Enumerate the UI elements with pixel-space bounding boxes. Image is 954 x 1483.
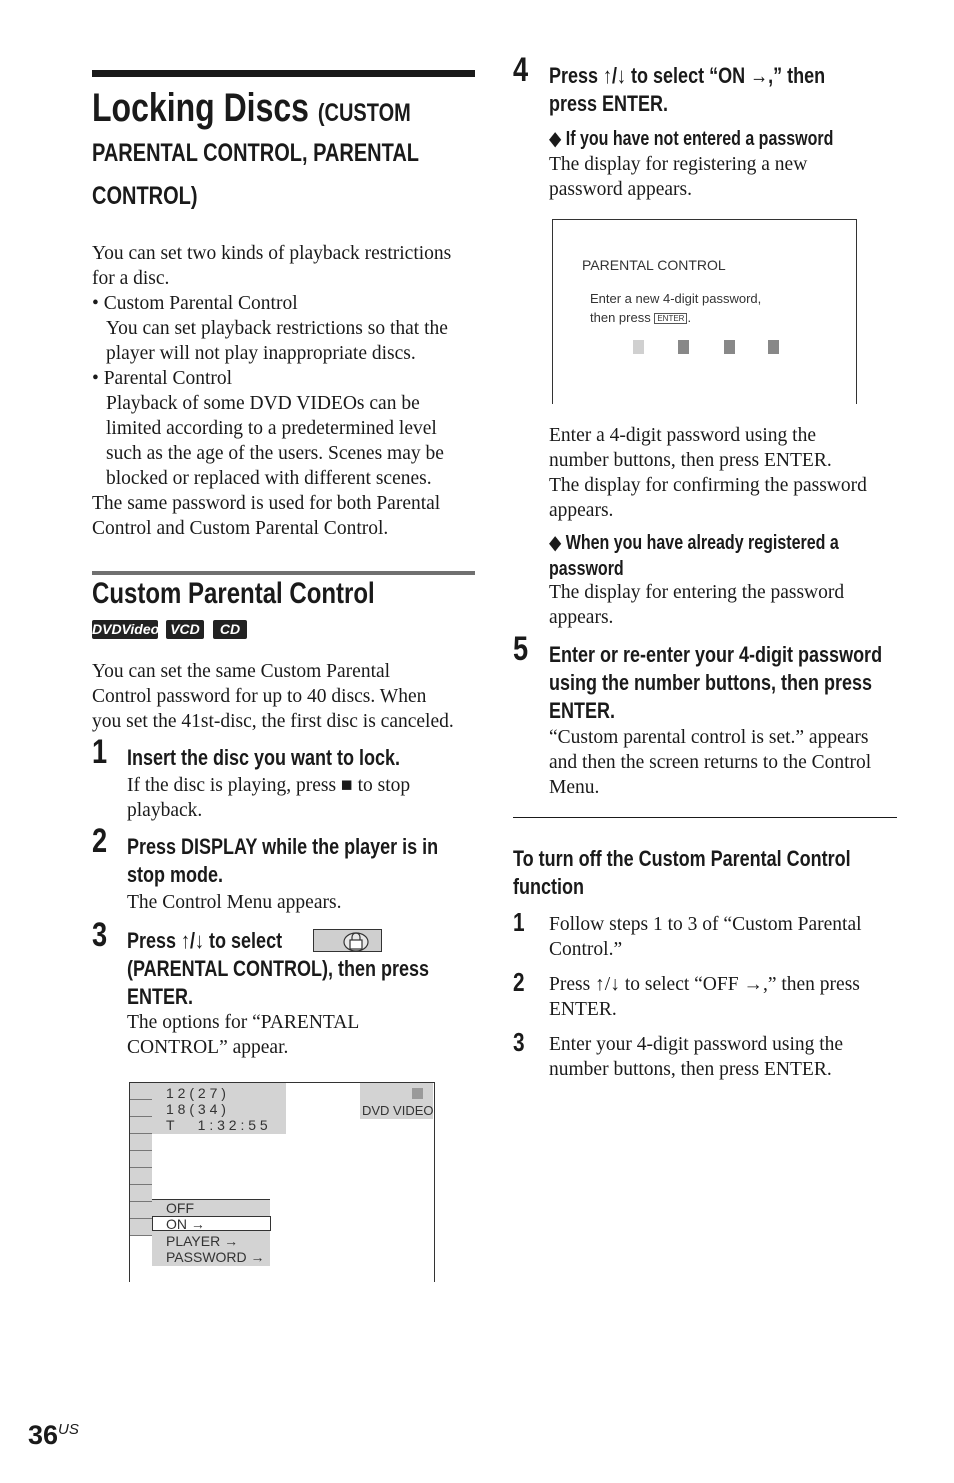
dvd-video-logo: DVDVideo bbox=[92, 621, 160, 637]
password-prompt-line1: Enter a new 4-digit password, bbox=[590, 291, 762, 306]
step-4-subheading-new: ◆ If you have not entered a password bbox=[549, 128, 834, 150]
step-3-heading-rest: (PARENTAL CONTROL), then press ENTER. bbox=[127, 956, 430, 1009]
step-4-subheading-registered: ◆ When you have already registered a password bbox=[549, 532, 839, 580]
step-5-body: “Custom parental control is set.” appears and then the screen returns to the Control Menu. bbox=[549, 727, 872, 798]
menu-chapter-line: 1 8 ( 3 4 ) bbox=[166, 1101, 226, 1117]
page-title-sub: (CUSTOM bbox=[317, 99, 411, 127]
page-number: $36^{US}$ bbox=[28, 1420, 79, 1450]
parental-control-icon bbox=[313, 929, 382, 952]
step-4-heading: Press ↑/↓ to select “ON →,” then press ENTER. bbox=[549, 63, 826, 116]
turn-off-rule bbox=[513, 817, 897, 818]
option-player[interactable]: PLAYER → bbox=[166, 1233, 239, 1249]
password-screen bbox=[552, 219, 857, 404]
cd-logo: CD bbox=[213, 620, 247, 639]
turn-off-step-1-number: 1 bbox=[513, 907, 525, 937]
enter-key-icon: ENTER bbox=[654, 313, 687, 324]
step-4-sub1-body: The display for registering a new password appears. bbox=[549, 154, 808, 200]
turn-off-step-2-number: 2 bbox=[513, 967, 525, 997]
page-title bbox=[92, 84, 411, 137]
menu-icon-column bbox=[130, 1083, 152, 1233]
menu-time-line: T 1 : 3 2 : 5 5 bbox=[166, 1117, 268, 1133]
title-rule bbox=[92, 70, 475, 77]
page-number-suffix: US bbox=[58, 1421, 79, 1438]
vcd-logo: VCD bbox=[166, 620, 204, 639]
section-rule bbox=[92, 571, 475, 575]
password-digit-4 bbox=[768, 340, 779, 354]
turn-off-step-3: Enter your 4-digit password using the number buttons, then press ENTER. bbox=[549, 1034, 844, 1080]
option-off[interactable]: OFF bbox=[166, 1200, 194, 1216]
step-1-body: If the disc is playing, press ■ to stop playback. bbox=[127, 775, 411, 821]
option-on[interactable]: ON → bbox=[166, 1216, 205, 1232]
stop-indicator bbox=[412, 1088, 423, 1099]
password-digit-2 bbox=[678, 340, 689, 354]
password-screen-title: PARENTAL CONTROL bbox=[582, 257, 726, 273]
password-digit-3 bbox=[724, 340, 735, 354]
step-1-number: 1 bbox=[92, 733, 108, 771]
step-2-number: 2 bbox=[92, 822, 108, 860]
section-title: Custom Parental Control bbox=[92, 577, 375, 610]
turn-off-step-3-number: 3 bbox=[513, 1027, 525, 1057]
option-password[interactable]: PASSWORD → bbox=[166, 1249, 265, 1265]
intro-text: You can set two kinds of playback restrictions for a disc. • Custom Parental Control You can set playback restrictions so that the player will not play inappropriate discs. • Parental Control Playback of some DVD VIDEOs can be limited according to a predetermined level such as the age of the users. Scenes may be blocked or replaced with different scenes. The same password is used for both Parental Control and Custom Parental Control. bbox=[92, 243, 452, 539]
page-title-sub-line2: PARENTAL CONTROL, PARENTAL bbox=[92, 139, 420, 167]
step-4-sub2-body: The display for entering the password appears. bbox=[549, 582, 845, 628]
page-title-sub-line3: CONTROL) bbox=[92, 182, 198, 210]
section-desc: You can set the same Custom Parental Control password for up to 40 discs. When you set the 41st-disc, the first disc is canceled. bbox=[92, 661, 454, 732]
password-prompt-line2: then press ENTER . bbox=[590, 310, 692, 325]
control-menu-screen bbox=[129, 1082, 435, 1282]
step-3-heading-line1: Press ↑/↓ to select bbox=[127, 928, 283, 953]
disc-type-label: DVD VIDEO bbox=[362, 1103, 434, 1118]
turn-off-title: To turn off the Custom Parental Control function bbox=[513, 846, 851, 899]
step-5-number: 5 bbox=[513, 630, 529, 668]
menu-title-line: 1 2 ( 2 7 ) bbox=[166, 1085, 226, 1101]
step-4-number: 4 bbox=[513, 51, 529, 89]
step-1-heading: Insert the disc you want to lock. bbox=[127, 745, 401, 770]
step-3-body: The options for “PARENTAL CONTROL” appear. bbox=[127, 1012, 360, 1058]
page-title-main: Locking Discs bbox=[92, 86, 309, 130]
step-2-heading: Press DISPLAY while the player is in stop mode. bbox=[127, 834, 439, 887]
step-5-heading: Enter or re-enter your 4-digit password using the number buttons, then press ENTER. bbox=[549, 642, 883, 723]
password-digit-1 bbox=[633, 340, 644, 354]
turn-off-step-2: Press ↑/↓ to select “OFF →,” then press ENTER. bbox=[549, 974, 860, 1020]
turn-off-step-1: Follow steps 1 to 3 of “Custom Parental Control.” bbox=[549, 914, 862, 960]
step-2-body: The Control Menu appears. bbox=[127, 892, 342, 913]
step-4-after-text: Enter a 4-digit password using the number buttons, then press ENTER. The display for confirming the password appears. bbox=[549, 425, 867, 521]
step-3-number: 3 bbox=[92, 916, 108, 954]
